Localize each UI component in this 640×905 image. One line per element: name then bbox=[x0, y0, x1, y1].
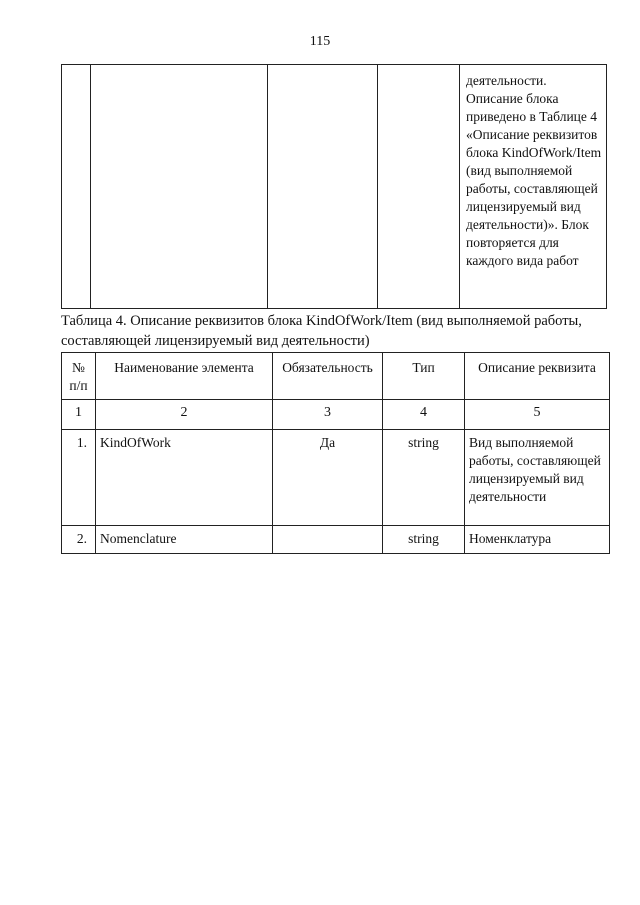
index-cell: 1 bbox=[62, 400, 96, 430]
header-type: Тип bbox=[383, 353, 465, 400]
table-row bbox=[62, 430, 610, 526]
row-description: Номенклатура bbox=[465, 526, 610, 554]
continuation-cell-1 bbox=[62, 65, 91, 309]
row-type: string bbox=[383, 430, 465, 526]
row-name: Nomenclature bbox=[96, 526, 273, 554]
table-row bbox=[62, 526, 610, 554]
continuation-cell-2 bbox=[91, 65, 268, 309]
continuation-description: деятельности. Описание блока приведено в Таблице 4 «Описание реквизитов блока KindOfWork/Item (вид выполняемой работы, составляющей лицензируемый вид деятельности)». Блок повторяется для каждого вида работ bbox=[460, 65, 607, 309]
row-name: KindOfWork bbox=[96, 430, 273, 526]
row-description: Вид выполняемой работы, составляющей лицензируемый вид деятельности bbox=[465, 430, 610, 526]
page-number: 115 bbox=[309, 34, 331, 49]
continuation-cell-4 bbox=[378, 65, 460, 309]
row-type: string bbox=[383, 526, 465, 554]
index-cell: 4 bbox=[383, 400, 465, 430]
index-cell: 5 bbox=[465, 400, 610, 430]
header-name: Наименование элемента bbox=[96, 353, 273, 400]
table-header-row bbox=[62, 353, 610, 400]
index-row bbox=[62, 400, 610, 430]
row-required: Да bbox=[273, 430, 383, 526]
attributes-table bbox=[61, 352, 610, 554]
header-num: № п/п bbox=[62, 353, 96, 400]
continuation-cell-3 bbox=[268, 65, 378, 309]
row-required bbox=[273, 526, 383, 554]
index-cell: 2 bbox=[96, 400, 273, 430]
table-caption: Таблица 4. Описание реквизитов блока KindOfWork/Item (вид выполняемой работы, составляющей лицензируемый вид деятельности) bbox=[61, 313, 582, 349]
row-num: 2. bbox=[62, 526, 96, 554]
continuation-table bbox=[61, 64, 607, 309]
row-num: 1. bbox=[62, 430, 96, 526]
header-description: Описание реквизита bbox=[465, 353, 610, 400]
index-cell: 3 bbox=[273, 400, 383, 430]
header-required: Обязательность bbox=[273, 353, 383, 400]
